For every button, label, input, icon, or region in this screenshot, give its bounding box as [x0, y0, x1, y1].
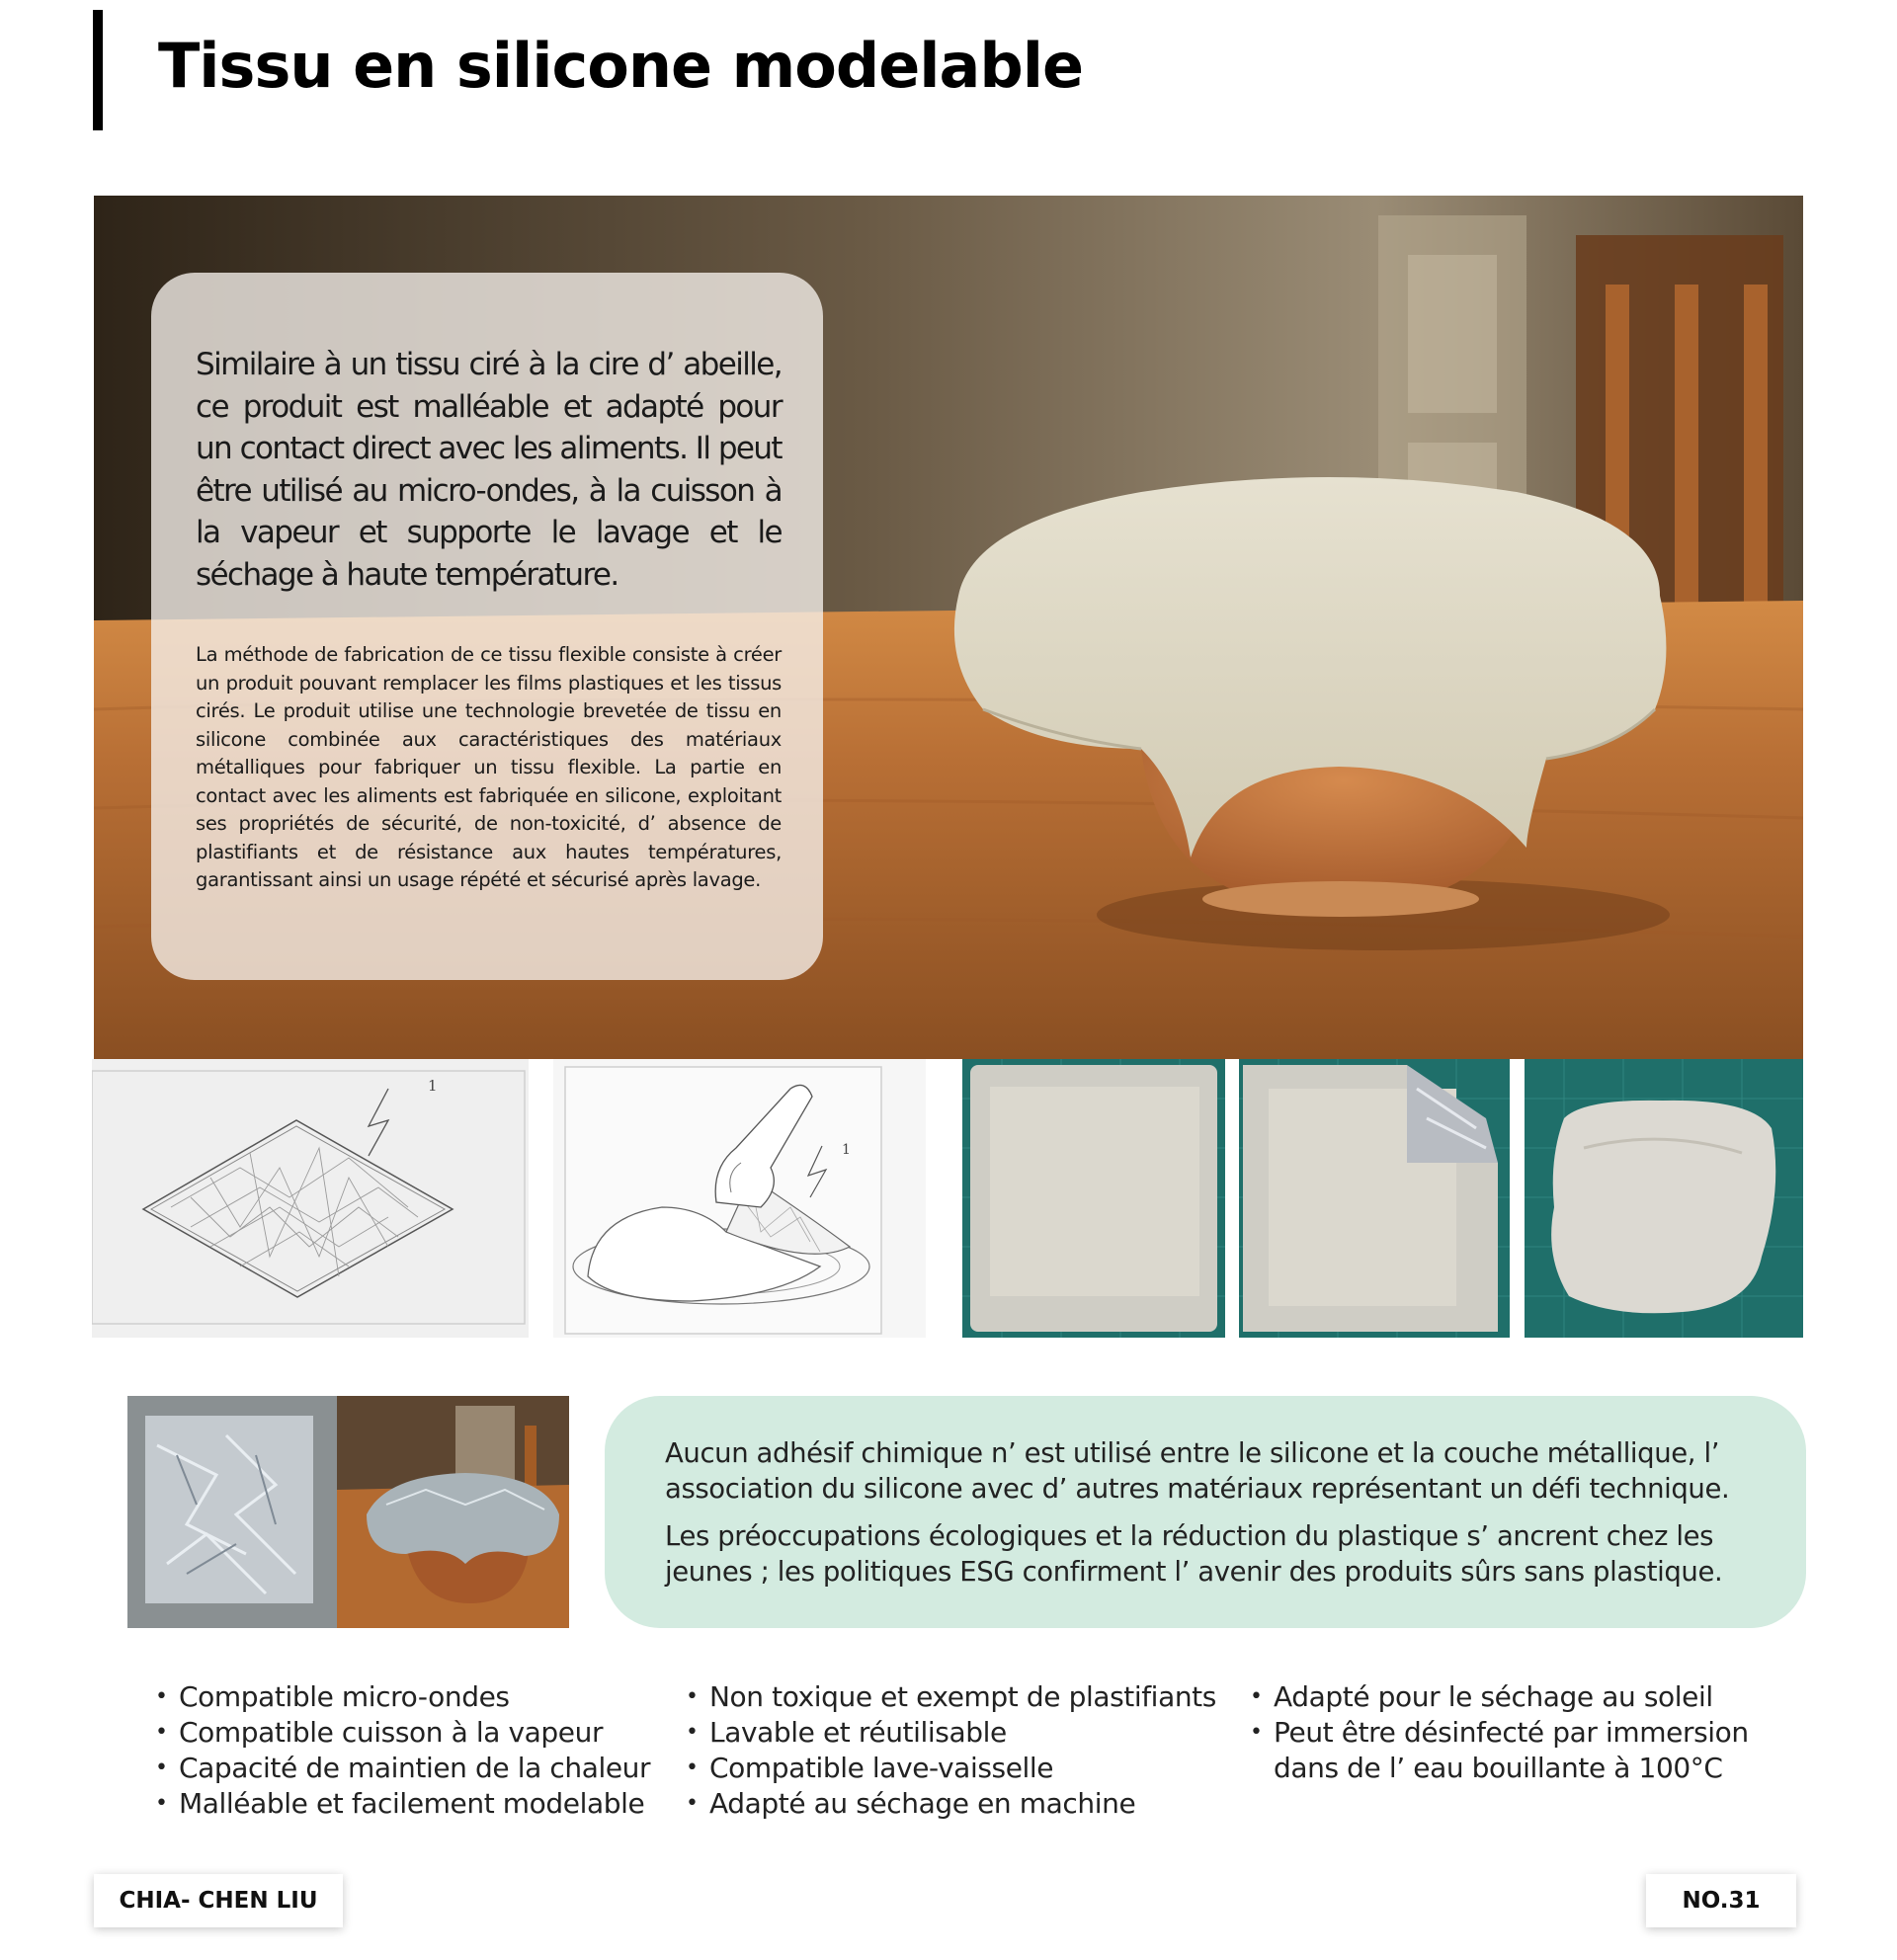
feature-item: • Non toxique et exempt de plastifiants	[686, 1679, 1216, 1715]
feature-item-line: Peut être désinfecté par immersion	[1274, 1716, 1749, 1749]
photo-cloth-on-bowl	[1525, 1059, 1803, 1338]
feature-item: • Adapté pour le séchage au soleil	[1250, 1679, 1749, 1715]
patent-drawing-hand	[553, 1059, 926, 1338]
feature-item: • Compatible micro-ondes	[155, 1679, 650, 1715]
feature-item: • Capacité de maintien de la chaleur	[155, 1751, 650, 1786]
photo-metallic-sheet	[127, 1396, 337, 1628]
feature-item	[1250, 1715, 1749, 1786]
note-paragraph-2: Les préoccupations écologiques et la réduction du plastique s’ ancrent chez les jeunes ; les politiques ESG confirment l’ avenir des produits sûrs sans plastique.	[665, 1520, 1723, 1588]
hero-photo	[94, 196, 1803, 1059]
feature-item: • Lavable et réutilisable	[686, 1715, 1216, 1751]
feature-list-2	[686, 1679, 1216, 1822]
photo-metallic-bowl	[337, 1396, 569, 1628]
feature-item: • Adapté au séchage en machine	[686, 1786, 1216, 1822]
page-number-tag: NO.31	[1646, 1874, 1796, 1927]
hand-lifting-cloth-drawing-icon	[553, 1059, 926, 1338]
note-paragraph-1: Aucun adhésif chimique n’ est utilisé entre le silicone et la couche métallique, l’ association du silicone avec d’ autres matériaux représentant un défi technique.	[665, 1437, 1730, 1505]
hero-body-text: La méthode de fabrication de ce tissu flexible consiste à créer un produit pouvant remplacer les films plastiques et les tissus cirés. Le produit utilise une technologie brevetée de tissu en silicone combinée aux caractéristiques des matériaux métalliques pour fabriquer un tissu flexible. La partie en contact avec les aliments est fabriquée en silicone, exploitant ses propriétés de sécurité, de non-toxicité, d’ absence de plastifiants et de résistance aux hautes températures, garantissant ainsi un usage répété et sécurisé après lavage.	[196, 643, 782, 891]
cloth-covering-bowl-illustration	[1525, 1059, 1803, 1338]
page-title: Tissu en silicone modelable	[158, 30, 1084, 102]
title-accent-bar	[93, 10, 103, 130]
feature-item-line: dans de l’ eau bouillante à 100°C	[1274, 1752, 1723, 1784]
flat-cloth-drawing-icon	[92, 1059, 529, 1338]
technical-note-box	[605, 1396, 1806, 1628]
feature-item: • Malléable et facilement modelable	[155, 1786, 650, 1822]
feature-item: • Compatible lave-vaisselle	[686, 1751, 1216, 1786]
photo-cloth-flat	[962, 1059, 1225, 1338]
drawing-reference-label-2: 1	[842, 1142, 851, 1158]
cloth-corner-metal-illustration	[1239, 1059, 1510, 1338]
feature-list-3	[1250, 1679, 1749, 1786]
patent-drawing-flat	[92, 1059, 529, 1338]
photo-cloth-folded-corner	[1239, 1059, 1510, 1338]
hero-text-card	[151, 273, 823, 980]
drawing-reference-label: 1	[428, 1077, 438, 1095]
author-tag: CHIA- CHEN LIU	[94, 1874, 343, 1927]
metallic-sheet-illustration	[127, 1396, 337, 1628]
feature-item: • Compatible cuisson à la vapeur	[155, 1715, 650, 1751]
hero-lead-text: Similaire à un tissu ciré à la cire d’ abeille, ce produit est malléable et adapté pour un contact direct avec les aliments. Il peut être utilisé au micro-ondes, à la cuisson à la vapeur et supporte le lavage et le séchage à haute température.	[196, 347, 782, 593]
metallic-covered-bowl-illustration	[337, 1396, 569, 1628]
feature-list-1	[155, 1679, 650, 1822]
cloth-on-mat-illustration	[962, 1059, 1225, 1338]
